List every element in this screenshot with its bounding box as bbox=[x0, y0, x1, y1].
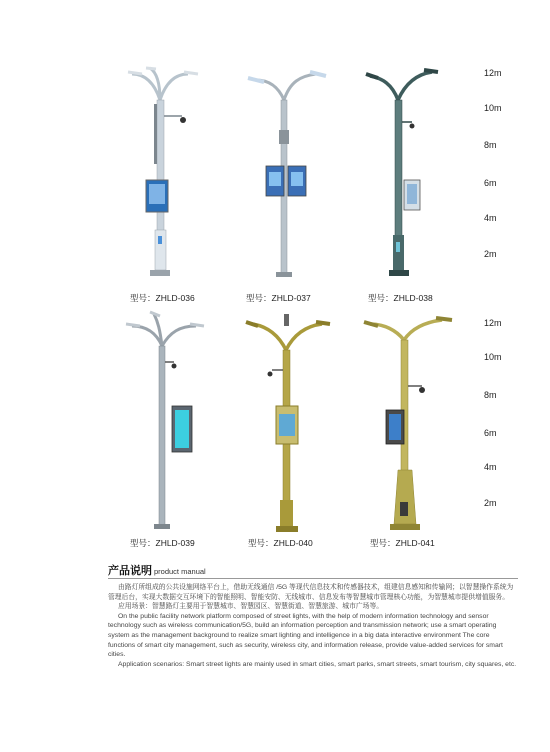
scale-label-12m: 12m bbox=[484, 318, 502, 328]
application-scenarios-en: Application scenarios: Smart street lights are mainly used in smart cities, smart parks, smart streets, smart tourism, city squares, etc. bbox=[118, 660, 517, 668]
description-paragraph-cn: 由路灯所组成的公共设施网络平台上，借助无线通信 /5G 等现代信息技术和传感器技术，组建信息感知和传输网；以智慧操作系统为管理后台，实现大数据交互环境下的智能照明、智能安防、无线城市、信息发布等智慧城市管理核心功能，为智慧城市提供增值服务。 bbox=[108, 584, 514, 601]
product-manual-subtitle: product manual bbox=[154, 567, 206, 576]
model-label-041: 型号：ZHLD-041 bbox=[370, 538, 435, 548]
model-label-039: 型号：ZHLD-039 bbox=[130, 538, 195, 548]
scale-label-2m: 2m bbox=[484, 249, 497, 259]
scale-label-6m: 6m bbox=[484, 428, 497, 438]
model-label-037: 型号：ZHLD-037 bbox=[246, 293, 311, 303]
description-paragraph-en: On the public facility network platform composed of street lights, with the help of modern information technology and sensor technology such as wireless communication/5G, build an information perception and transmission network; use a smart operating system as the management background to realize smart lighting and intelligence in a big data interactive environment The core functions of smart city management, such as security, wireless city, and information release, provide value-added services for smart cities. bbox=[108, 612, 503, 659]
scale-label-10m: 10m bbox=[484, 103, 502, 113]
street-light-illustration-041 bbox=[360, 310, 460, 540]
street-light-illustration-040 bbox=[240, 310, 340, 540]
street-light-illustration-037 bbox=[238, 60, 338, 290]
street-light-illustration-038 bbox=[362, 60, 452, 290]
product-manual-title: 产品说明 bbox=[108, 565, 152, 577]
product-manual-heading bbox=[108, 562, 206, 578]
model-label-038: 型号：ZHLD-038 bbox=[368, 293, 433, 303]
scale-label-8m: 8m bbox=[484, 390, 497, 400]
scale-label-4m: 4m bbox=[484, 462, 497, 472]
scale-label-10m: 10m bbox=[484, 352, 502, 362]
street-light-illustration-039 bbox=[120, 310, 210, 540]
scale-label-12m: 12m bbox=[484, 68, 502, 78]
application-scenarios-cn: 应用场景：智慧路灯主要用于智慧城市、智慧园区、智慧街道、智慧旅游、城市广场等。 bbox=[118, 603, 384, 611]
product-description bbox=[108, 583, 518, 669]
scale-label-4m: 4m bbox=[484, 213, 497, 223]
model-label-040: 型号：ZHLD-040 bbox=[248, 538, 313, 548]
scale-label-6m: 6m bbox=[484, 178, 497, 188]
street-light-illustration-036 bbox=[120, 60, 210, 290]
scale-label-2m: 2m bbox=[484, 498, 497, 508]
scale-label-8m: 8m bbox=[484, 140, 497, 150]
section-divider bbox=[108, 578, 518, 579]
model-label-036: 型号：ZHLD-036 bbox=[130, 293, 195, 303]
